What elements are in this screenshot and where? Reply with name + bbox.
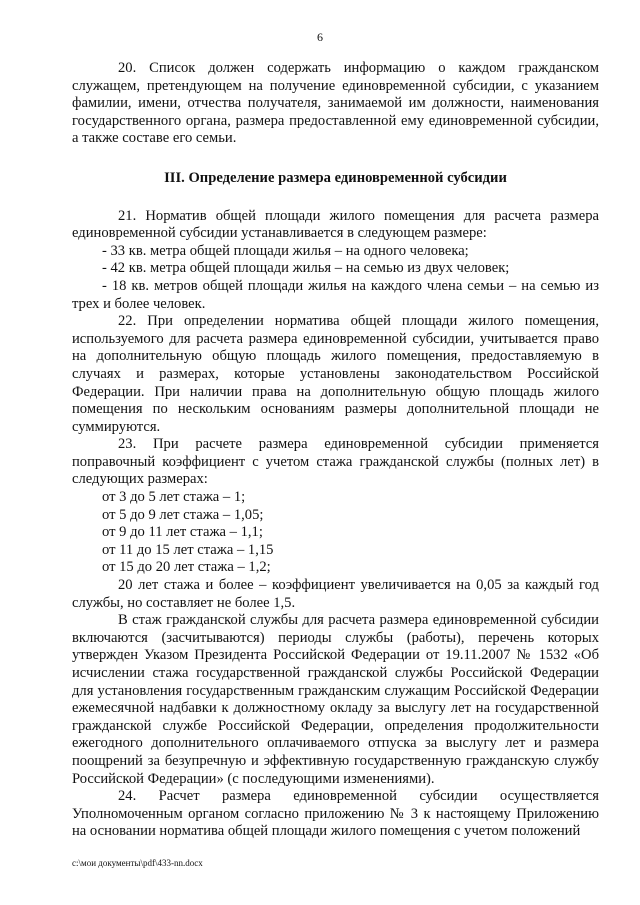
paragraph-21: 21. Норматив общей площади жилого помещения для расчета размера единовременной субсидии устанавливается в следующем размере: <box>72 207 599 242</box>
paragraph-23: 23. При расчете размера единовременной субсидии применяется поправочный коэффициент с учетом стажа гражданской службы (полных лет) в следующих размерах: <box>72 436 599 488</box>
section-heading: III. Определение размера единовременной субсидии <box>164 169 507 186</box>
paragraph-24: 24. Расчет размера единовременной субсидии осуществляется Уполномоченным органом согласно приложению № 3 к настоящему Приложению на основании норматива общей площади жилого помещения с учетом положений <box>72 788 599 840</box>
coefficient-item: от 11 до 15 лет стажа – 1,15 <box>102 541 274 558</box>
coefficient-item: от 15 до 20 лет стажа – 1,2; <box>102 559 271 576</box>
norm-item: - 42 кв. метра общей площади жилья – на семью из двух человек; <box>102 260 510 277</box>
document-body <box>72 60 599 841</box>
paragraph-20: 20. Список должен содержать информацию о каждом гражданском служащем, претендующем на получение единовременной субсидии, с указанием фамилии, имени, отчества получателя, занимаемой им должности, наименования государственного органа, размера предоставленной ему единовременной субсидии, а также составе его семьи. <box>72 60 599 147</box>
page-number: 6 <box>317 30 323 44</box>
footer-file-path: c:\мои документы\pdf\433-nn.docx <box>72 858 203 868</box>
coefficient-item: от 9 до 11 лет стажа – 1,1; <box>102 524 263 541</box>
paragraph-service-length: В стаж гражданской службы для расчета размера единовременной субсидии включаются (засчитываются) периоды службы (работы), перечень которых утвержден Указом Президента Российской Федерации от 19.11.2007 № 1532 «Об исчислении стажа государственной гражданской службы Российской Федерации для установления государственным гражданским служащим Российской Федерации ежемесячной надбавки к должностному окладу за выслугу лет на государственной гражданской службе Российской Федерации, определения продолжительности ежегодного дополнительного оплачиваемого отпуска за выслугу лет и размера поощрений за безупречную и эффективную государственную гражданскую службу Российской Федерации» (с последующими изменениями). <box>72 612 599 787</box>
norm-item: - 33 кв. метра общей площади жилья – на одного человека; <box>102 242 469 259</box>
paragraph-22: 22. При определении норматива общей площади жилого помещения, используемого для расчета размера единовременной субсидии, учитывается право на дополнительную общую площадь жилого помещения, предоставляемую в случаях и размерах, которые установлены законодательством Российской Федерации. При наличии права на дополнительную общую площадь жилого помещения по нескольким основаниям размеры дополнительной площади не суммируются. <box>72 313 599 435</box>
coefficient-item: от 5 до 9 лет стажа – 1,05; <box>102 506 264 523</box>
norm-item: - 18 кв. метров общей площади жилья на каждого члена семьи – на семью из трех и более человек. <box>72 277 599 312</box>
paragraph-23-tail: 20 лет стажа и более – коэффициент увеличивается на 0,05 за каждый год службы, но составляет не более 1,5. <box>72 577 599 611</box>
coefficient-item: от 3 до 5 лет стажа – 1; <box>102 489 246 506</box>
